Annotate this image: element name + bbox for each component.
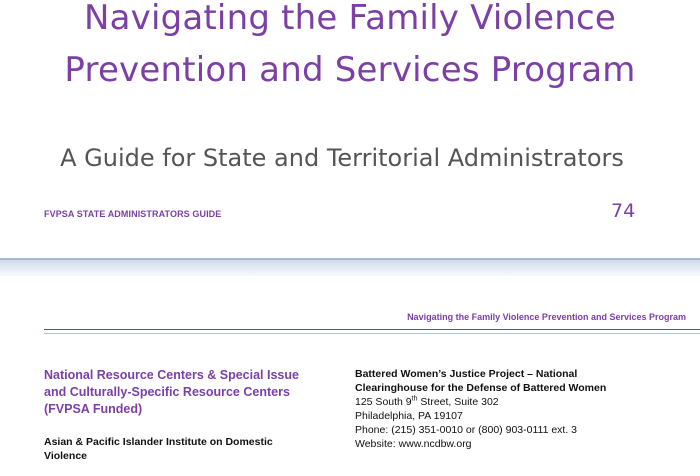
organization-name-left <box>44 435 334 463</box>
org-name-right-line-2: Clearinghouse for the Defense of Battered Women <box>355 382 607 394</box>
right-column <box>355 367 685 451</box>
page-subtitle: A Guide for State and Territorial Administrators <box>60 144 624 172</box>
header-rule-light <box>44 333 700 334</box>
organization-name-right <box>355 367 685 395</box>
section-heading-line-3: (FVPSA Funded) <box>44 402 143 416</box>
document-page-bottom <box>0 276 700 476</box>
title-line-2: Prevention and Services Program <box>64 50 636 90</box>
website: Website: www.ncdbw.org <box>355 438 472 450</box>
phone-numbers: Phone: (215) 351-0010 or (800) 903-0111 ext. 3 <box>355 424 578 436</box>
city-state-zip: Philadelphia, PA 19107 <box>355 410 463 422</box>
street-superscript: th <box>411 395 418 403</box>
left-column <box>44 367 334 463</box>
section-heading-line-1: National Resource Centers & Special Issue <box>44 368 299 382</box>
section-heading-line-2: and Culturally-Specific Resource Centers <box>44 385 290 399</box>
org-name-left-line-1: Asian & Pacific Islander Institute on Domestic <box>44 436 273 448</box>
street-address <box>355 395 685 409</box>
page-separator <box>0 258 700 276</box>
section-heading <box>44 367 334 418</box>
page-edge-shadow <box>0 258 700 260</box>
org-name-right-line-1: Battered Women’s Justice Project – National <box>355 368 578 380</box>
footer-label: FVPSA STATE ADMINISTRATORS GUIDE <box>44 209 222 219</box>
page-title <box>0 0 700 96</box>
header-rule-dark <box>44 329 700 330</box>
running-header: Navigating the Family Violence Prevention and Services Program <box>407 312 686 322</box>
page-number: 74 <box>611 200 636 222</box>
title-line-1: Navigating the Family Violence <box>83 0 617 38</box>
street-prefix: 125 South 9 <box>355 396 412 408</box>
org-name-left-line-2: Violence <box>44 450 87 462</box>
street-suffix: Street, Suite 302 <box>417 396 499 408</box>
